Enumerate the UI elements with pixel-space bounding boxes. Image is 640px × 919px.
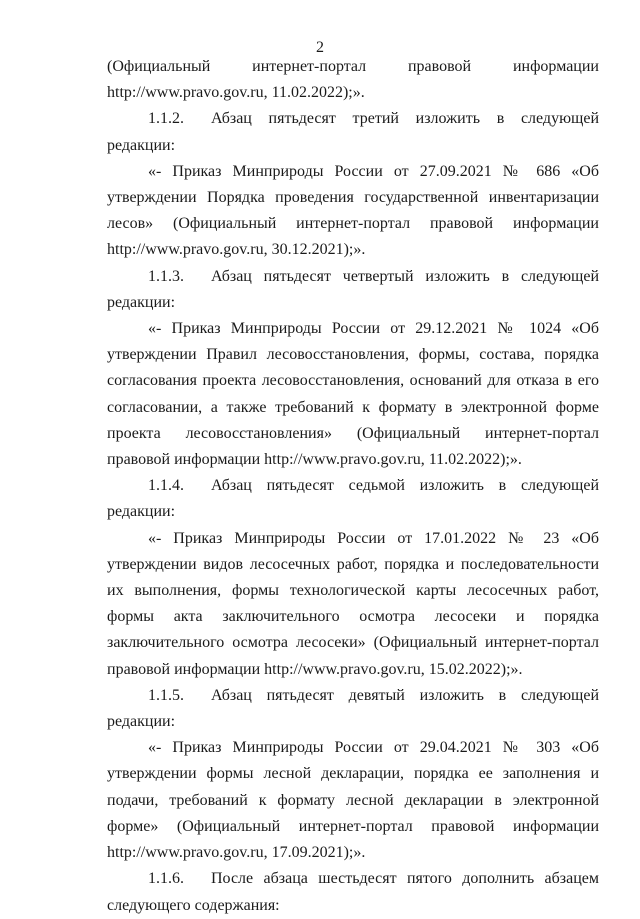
paragraph-item-1-1-6 <box>107 866 599 918</box>
item-number: 1.1.3. <box>148 267 184 285</box>
item-text: Абзац пятьдесят четвертый изложить в следующей редакции: <box>107 267 599 311</box>
item-number: 1.1.6. <box>148 870 184 888</box>
paragraph-quote-order-1024: «- Приказ Минприроды России от 29.12.2021 № 1024 «Об утверждении Правил лесовосстановления, формы, состава, порядка согласования проекта лесовосстановления, оснований для отказа в его согласовании, а также требований к формату в электронной форме проекта лесовосстановления» (Официальный интернет-портал правовой информации http://www.pravo.gov.ru, 11.02.2022);». <box>107 320 599 469</box>
item-text: После абзаца шестьдесят пятого дополнить абзацем следующего содержания: <box>107 870 599 914</box>
paragraph-item-1-1-3 <box>107 264 599 316</box>
paragraph-item-1-1-4 <box>107 473 599 525</box>
paragraph-quote-order-686: «- Приказ Минприроды России от 27.09.2021 № 686 «Об утверждении Порядка проведения государственной инвентаризации лесов» (Официальный интернет-портал правовой информации http://www.pravo.gov.ru, 30.12.2021);». <box>107 162 599 259</box>
item-number: 1.1.4. <box>148 477 184 495</box>
paragraph-quote-order-23: «- Приказ Минприроды России от 17.01.2022 № 23 «Об утверждении видов лесосечных работ, порядка и последовательности их выполнения, формы технологической карты лесосечных работ, формы акта заключительного осмотра лесосеки и порядка заключительного осмотра лесосеки» (Официальный интернет-портал правовой информации http://www.pravo.gov.ru, 15.02.2022);». <box>107 529 599 678</box>
item-number: 1.1.5. <box>148 686 184 704</box>
paragraph-continuation: (Официальный интернет-портал правовой информации http://www.pravo.gov.ru, 11.02.2022);». <box>107 58 599 102</box>
paragraph-item-1-1-2 <box>107 106 599 158</box>
page-number: 2 <box>316 39 324 56</box>
paragraph-quote-order-303: «- Приказ Минприроды России от 29.04.2021 № 303 «Об утверждении формы лесной декларации, порядка ее заполнения и подачи, требований к формату лесной декларации в электронной форме» (Официальный интернет-портал правовой информации http://www.pravo.gov.ru, 17.09.2021);». <box>107 739 599 862</box>
item-number: 1.1.2. <box>148 110 184 128</box>
item-text: Абзац пятьдесят девятый изложить в следующей редакции: <box>107 686 599 731</box>
paragraph-item-1-1-5 <box>107 683 599 735</box>
item-text: Абзац пятьдесят третий изложить в следующей редакции: <box>107 110 599 154</box>
document-body <box>107 54 599 919</box>
item-text: Абзац пятьдесят седьмой изложить в следующей редакции: <box>107 477 599 521</box>
